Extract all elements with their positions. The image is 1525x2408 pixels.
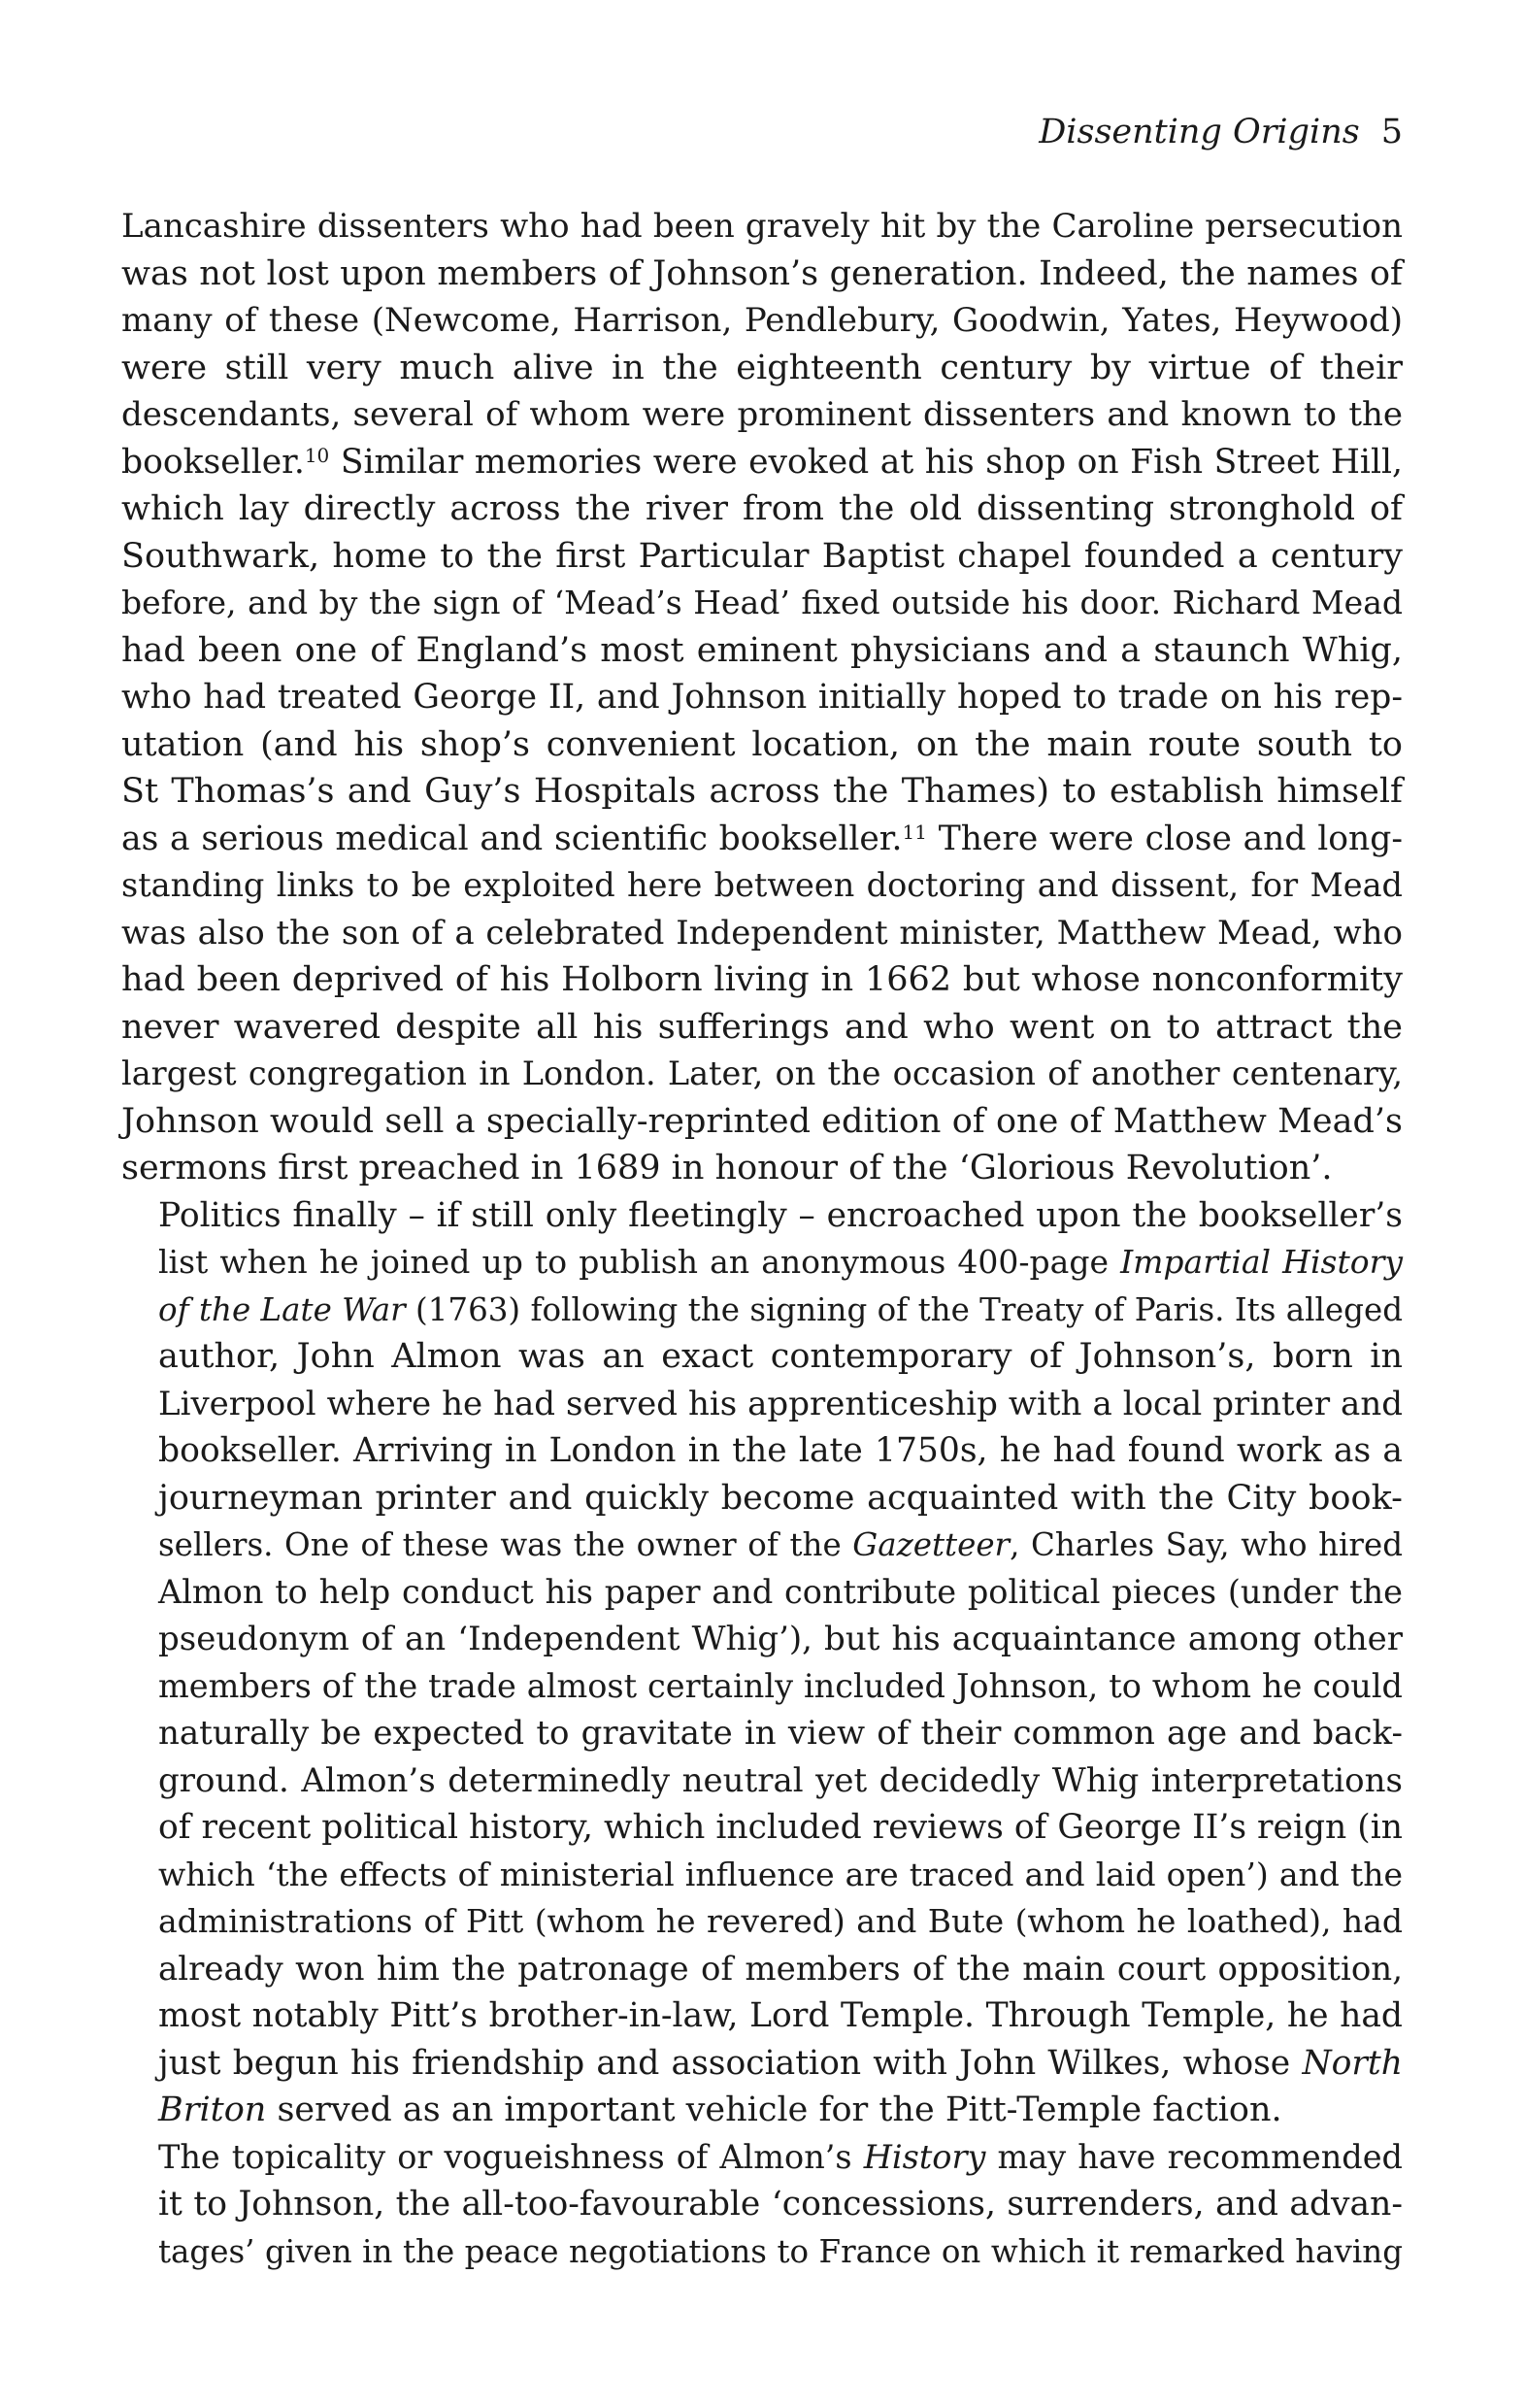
text-line: were still very much alive in the eighteenth century by virtue of their — [121, 348, 1403, 387]
text-line — [121, 2087, 1403, 2134]
text-segment: (1763) following the signing of the Treaty of Paris. Its alleged — [415, 1290, 1403, 1328]
text-line — [121, 1239, 1403, 1287]
paragraph-3 — [121, 2134, 1403, 2276]
text-segment: bookseller. — [121, 442, 305, 482]
text-line — [121, 439, 1403, 486]
book-title: History — [863, 2137, 986, 2176]
text-line: journeyman printer and quickly become acquainted with the City book- — [158, 1478, 1403, 1518]
text-line: of recent political history, which included reviews of George II’s reign (in — [158, 1808, 1403, 1847]
text-line — [121, 1522, 1403, 1569]
text-line: standing links to be exploited here between doctoring and dissent, for Mead — [121, 866, 1403, 904]
text-line: had been one of England’s most eminent physicians and a staunch Whig, — [121, 630, 1403, 670]
text-line: never wavered despite all his sufferings and who went on to attract the — [121, 1007, 1403, 1047]
footnote-ref: 11 — [902, 819, 927, 844]
text-line — [121, 1287, 1403, 1334]
running-title: Dissenting Origins — [1039, 113, 1360, 151]
paragraph-2 — [121, 1192, 1403, 2134]
running-head — [121, 109, 1403, 155]
text-line: naturally be expected to gravitate in view of their common age and back- — [158, 1714, 1403, 1753]
text-segment: list when he joined up to publish an anonymous 400-page — [158, 1243, 1109, 1281]
text-segment: as a serious medical and scientific bookseller. — [121, 819, 903, 858]
text-line: bookseller. Arriving in London in the late 1750s, he had found work as a — [158, 1431, 1403, 1470]
text-line — [121, 816, 1403, 863]
text-line: Lancashire dissenters who had been gravely hit by the Caroline persecution — [121, 207, 1403, 246]
text-line: Politics finally – if still only fleetingly – encroached upon the bookseller’s — [158, 1195, 1403, 1235]
text-line: Johnson would sell a specially-reprinted edition of one of Matthew Mead’s — [121, 1101, 1403, 1141]
text-line: pseudonym of an ‘Independent Whig’), but his acquaintance among other — [158, 1620, 1403, 1658]
footnote-ref: 10 — [304, 443, 330, 467]
text-line: before, and by the sign of ‘Mead’s Head’ fixed outside his door. Richard Mead — [121, 584, 1403, 621]
text-segment: sellers. One of these was the owner of the — [158, 1526, 842, 1563]
text-line: already won him the patronage of members of the main court opposition, — [158, 1949, 1403, 1989]
text-line: Almon to help conduct his paper and contribute political pieces (under the — [158, 1572, 1403, 1611]
book-title: Impartial History — [1120, 1243, 1403, 1281]
text-segment: The topicality or vogueishness of Almon’s — [158, 2137, 852, 2176]
book-title: of the Late War — [158, 1290, 406, 1328]
text-line: members of the trade almost certainly included Johnson, to whom he could — [158, 1666, 1403, 1705]
body-text — [121, 203, 1403, 2275]
text-line: many of these (Newcome, Harrison, Pendlebury, Goodwin, Yates, Heywood) — [121, 301, 1403, 340]
text-line: it to Johnson, the all-too-favourable ‘concessions, surrenders, and advan- — [158, 2185, 1403, 2224]
text-segment: , Charles Say, who hired — [1010, 1526, 1403, 1563]
text-line: Liverpool where he had served his apprenticeship with a local printer and — [158, 1384, 1403, 1423]
text-line — [121, 2040, 1403, 2088]
text-line: which ‘the effects of ministerial influence are traced and laid open’) and the — [158, 1855, 1403, 1893]
text-line: was not lost upon members of Johnson’s generation. Indeed, the names of — [121, 253, 1403, 293]
newspaper-title: North — [1302, 2043, 1403, 2083]
text-segment: There were close and long- — [938, 819, 1404, 858]
text-line: who had treated George II, and Johnson initially hoped to trade on his rep- — [121, 678, 1403, 717]
paragraph-1 — [121, 203, 1403, 1192]
text-line: Southwark, home to the first Particular Baptist chapel founded a century — [121, 536, 1403, 576]
text-segment: just begun his friendship and association with John Wilkes, whose — [158, 2043, 1291, 2083]
text-segment: served as an important vehicle for the Pitt-Temple faction. — [277, 2090, 1282, 2129]
text-line: was also the son of a celebrated Independent minister, Matthew Mead, who — [121, 913, 1403, 953]
text-segment: Similar memories were evoked at his shop on Fish Street Hill, — [340, 442, 1403, 482]
text-line: most notably Pitt’s brother-in-law, Lord Temple. Through Temple, he had — [158, 1996, 1403, 2035]
text-line: largest congregation in London. Later, on the occasion of another centenary, — [121, 1054, 1403, 1092]
newspaper-title: Briton — [158, 2090, 267, 2129]
text-line: utation (and his shop’s convenient location, on the main route south to — [121, 724, 1403, 764]
newspaper-title: Gazetteer — [852, 1526, 1011, 1563]
text-line: which lay directly across the river from the old dissenting stronghold of — [121, 489, 1403, 528]
text-line: had been deprived of his Holborn living in 1662 but whose nonconformity — [121, 960, 1403, 999]
text-line: sermons first preached in 1689 in honour of the ‘Glorious Revolution’. — [121, 1149, 1333, 1187]
text-line: tages’ given in the peace negotiations to France on which it remarked having — [158, 2232, 1403, 2270]
text-line: St Thomas’s and Guy’s Hospitals across the Thames) to establish himself — [121, 772, 1403, 811]
text-segment: may have recommended — [997, 2137, 1403, 2176]
text-line: ground. Almon’s determinedly neutral yet decidedly Whig interpretations — [158, 1760, 1403, 1800]
text-line: administrations of Pitt (whom he revered) and Bute (whom he loathed), had — [158, 1902, 1403, 1940]
text-line — [121, 2134, 1403, 2182]
text-line: author, John Almon was an exact contemporary of Johnson’s, born in — [158, 1337, 1403, 1376]
page-number: 5 — [1380, 113, 1403, 151]
text-line: descendants, several of whom were prominent dissenters and known to the — [121, 395, 1403, 434]
